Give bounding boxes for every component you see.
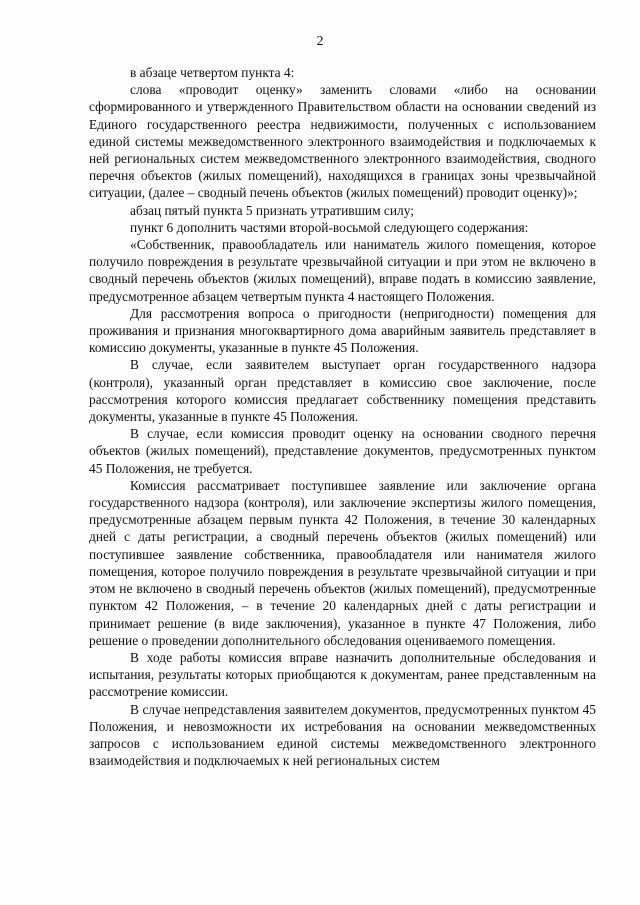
page-number: 2 bbox=[316, 34, 324, 49]
paragraph: абзац пятый пункта 5 признать утратившим силу; bbox=[130, 202, 414, 218]
paragraph: В случае непредставления заявителем документов, предусмотренных пунктом 45 Положения, и невозможности их истребования на основании межведомственных запросов с использованием единой системы межведомственного электронного взаимодействия и подключаемых к ней региональных систем bbox=[89, 701, 596, 769]
paragraph: «Собственник, правообладатель или наниматель жилого помещения, которое получило повреждения в результате чрезвычайной ситуации и при этом не включено в сводный перечень объектов (жилых помещений), вправе подать в комиссию заявление, предусмотренное абзацем четвертым пункта 4 настоящего Положения. bbox=[89, 237, 596, 304]
paragraph: пункт 6 дополнить частями второй-восьмой следующего содержания: bbox=[130, 219, 529, 235]
paragraph: Комиссия рассматривает поступившее заявление или заключение органа государственного надзора (контроля), или заключение экспертизы жилого помещения, предусмотренные абзацем первым пункта 42 Положения, в течение 30 календарных дней с даты регистрации, а сводный перечень объектов (жилых помещений) или поступившее заявление собственника, правообладателя или нанимателя жилого помещения, которое получило повреждения в результате чрезвычайной ситуации и при этом не включено в сводный перечень объектов (жилых помещений), предусмотренные пунктом 42 Положения, – в течение 20 календарных дней с даты регистрации и принимает решение (в виде заключения), указанное в пункте 47 Положения, либо решение о проведении дополнительного обследования оцениваемого помещения. bbox=[89, 477, 596, 648]
body-text bbox=[89, 64, 596, 769]
paragraph: Для рассмотрения вопроса о пригодности (непригодности) помещения для проживания и признания многоквартирного дома аварийным заявитель представляет в комиссию документы, указанные в пункте 45 Положения. bbox=[89, 305, 596, 356]
paragraph: слова «проводит оценку» заменить словами «либо на основании сформированного и утвержденного Правительством области на основании сведений из Единого государственного реестра недвижимости, полученных с использованием единой системы межведомственного электронного взаимодействия и подключаемых к ней региональных систем межведомственного электронного взаимодействия, сводного перечня объектов (жилых помещений), находящихся в границах зоны чрезвычайной ситуации, (далее – сводный печень объектов (жилых помещений) проводит оценку)»; bbox=[89, 82, 596, 201]
paragraph: В ходе работы комиссия вправе назначить дополнительные обследования и испытания, результаты которых приобщаются к документам, ранее представленным на рассмотрение комиссии. bbox=[89, 649, 596, 700]
paragraph: в абзаце четвертом пункта 4: bbox=[130, 65, 295, 80]
paragraph: В случае, если заявителем выступает орган государственного надзора (контроля), указанный орган представляет в комиссию свое заключение, после рассмотрения которого комиссия предлагает собственнику помещения представить документы, указанные в пункте 45 Положения. bbox=[89, 357, 596, 425]
paragraph: В случае, если комиссия проводит оценку на основании сводного перечня объектов (жилых помещений), представление документов, предусмотренных пунктом 45 Положения, не требуется. bbox=[89, 426, 596, 476]
